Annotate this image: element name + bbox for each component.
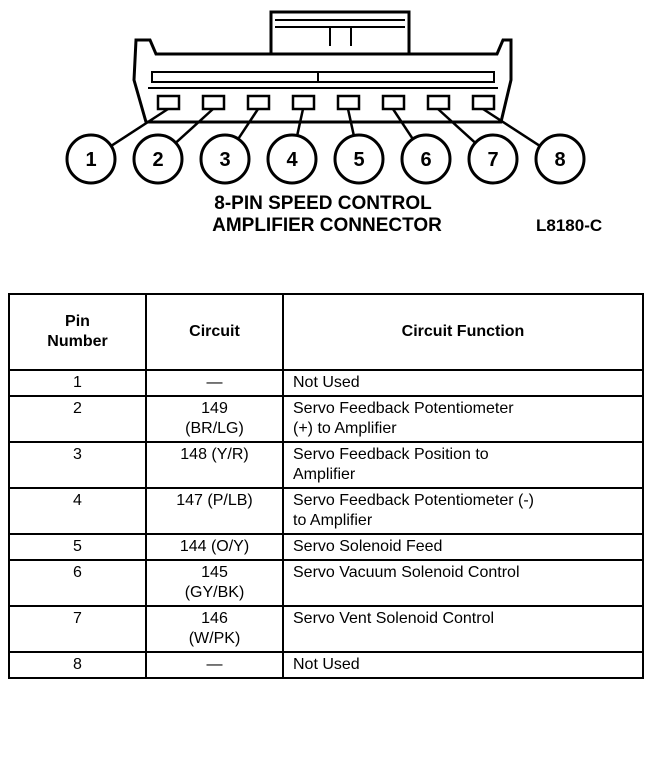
circuit-line: 149 <box>201 400 228 417</box>
cell-circuit <box>146 370 283 396</box>
cell-circuit-function <box>283 652 643 678</box>
cell-circuit <box>146 606 283 652</box>
circuit-line: 146 <box>201 610 228 627</box>
pin-terminal-3 <box>248 96 269 109</box>
cell-circuit <box>146 652 283 678</box>
diagram-caption-line2: AMPLIFIER CONNECTOR <box>212 215 442 236</box>
pin-number-label: 4 <box>286 149 298 171</box>
pin-number-label: 2 <box>152 149 164 171</box>
pin-group <box>67 96 584 183</box>
function-line: to Amplifier <box>293 512 373 529</box>
circuit-line: (W/PK) <box>188 630 241 647</box>
cell-pin-number: 2 <box>9 396 146 442</box>
circuit-line: 148 (Y/R) <box>180 446 249 463</box>
pin-number-label: 7 <box>487 149 499 171</box>
pin-number-label: 6 <box>420 149 432 171</box>
cell-circuit-function <box>283 534 643 560</box>
table-row <box>9 396 643 442</box>
function-line: Servo Vent Solenoid Control <box>293 610 495 627</box>
pin-number-label: 1 <box>85 149 97 171</box>
pin-terminal-8 <box>473 96 494 109</box>
pin-number-label: 3 <box>219 149 231 171</box>
function-line: Servo Feedback Position to <box>293 446 489 463</box>
cell-pin-number: 4 <box>9 488 146 534</box>
table-row <box>9 560 643 606</box>
connector-latch <box>271 12 409 54</box>
function-line: (+) to Amplifier <box>293 420 397 437</box>
cell-circuit <box>146 488 283 534</box>
cell-circuit <box>146 396 283 442</box>
table-row <box>9 606 643 652</box>
pin-terminal-7 <box>428 96 449 109</box>
table-body <box>9 370 643 678</box>
circuit-line: 147 (P/LB) <box>176 492 253 509</box>
function-line: Servo Vacuum Solenoid Control <box>293 564 520 581</box>
cell-circuit-function <box>283 442 643 488</box>
function-line: Not Used <box>293 374 360 391</box>
circuit-line: 145 <box>201 564 228 581</box>
pin-terminal-2 <box>203 96 224 109</box>
header-circuit-function: Circuit Function <box>283 294 643 370</box>
pin-terminal-1 <box>158 96 179 109</box>
function-line: Not Used <box>293 656 360 673</box>
cell-circuit <box>146 560 283 606</box>
pin-leader-line <box>176 109 213 143</box>
cell-pin-number: 1 <box>9 370 146 396</box>
table-row <box>9 370 643 396</box>
circuit-line: (GY/BK) <box>184 584 245 601</box>
pin-leader-line <box>238 109 258 139</box>
cell-circuit <box>146 442 283 488</box>
cell-pin-number: 3 <box>9 442 146 488</box>
header-circuit: Circuit <box>146 294 283 370</box>
header-pin-number <box>9 294 146 370</box>
connector-slot <box>152 72 494 82</box>
table-row <box>9 442 643 488</box>
cell-circuit-function <box>283 560 643 606</box>
circuit-line: (BR/LG) <box>185 420 244 437</box>
function-line: Servo Solenoid Feed <box>293 538 443 555</box>
table-row <box>9 652 643 678</box>
header-pin-line: Pin <box>65 313 90 330</box>
header-row <box>9 294 643 370</box>
pin-terminal-5 <box>338 96 359 109</box>
table-header <box>9 294 643 370</box>
cell-pin-number: 6 <box>9 560 146 606</box>
pin-number-label: 5 <box>353 149 365 171</box>
pin-terminal-6 <box>383 96 404 109</box>
circuit-line: — <box>206 656 223 673</box>
pin-number-label: 8 <box>554 149 566 171</box>
figure-code: L8180-C <box>536 216 603 235</box>
function-line: Servo Feedback Potentiometer (-) <box>293 492 534 509</box>
table-row <box>9 534 643 560</box>
diagram-caption-line1: 8-PIN SPEED CONTROL <box>214 193 432 214</box>
header-pin-line: Number <box>47 333 108 350</box>
cell-pin-number: 5 <box>9 534 146 560</box>
table-row <box>9 488 643 534</box>
cell-circuit-function <box>283 370 643 396</box>
function-line: Amplifier <box>293 466 356 483</box>
pin-terminal-4 <box>293 96 314 109</box>
circuit-line: 144 (O/Y) <box>179 538 250 555</box>
pin-leader-line <box>438 109 475 143</box>
cell-circuit-function <box>283 488 643 534</box>
cell-circuit-function <box>283 396 643 442</box>
cell-circuit <box>146 534 283 560</box>
cell-pin-number: 8 <box>9 652 146 678</box>
function-line: Servo Feedback Potentiometer <box>293 400 514 417</box>
connector-diagram <box>0 0 672 250</box>
circuit-line: — <box>206 374 223 391</box>
cell-pin-number: 7 <box>9 606 146 652</box>
cell-circuit-function <box>283 606 643 652</box>
pin-table <box>8 293 644 679</box>
pin-leader-line <box>393 109 413 139</box>
